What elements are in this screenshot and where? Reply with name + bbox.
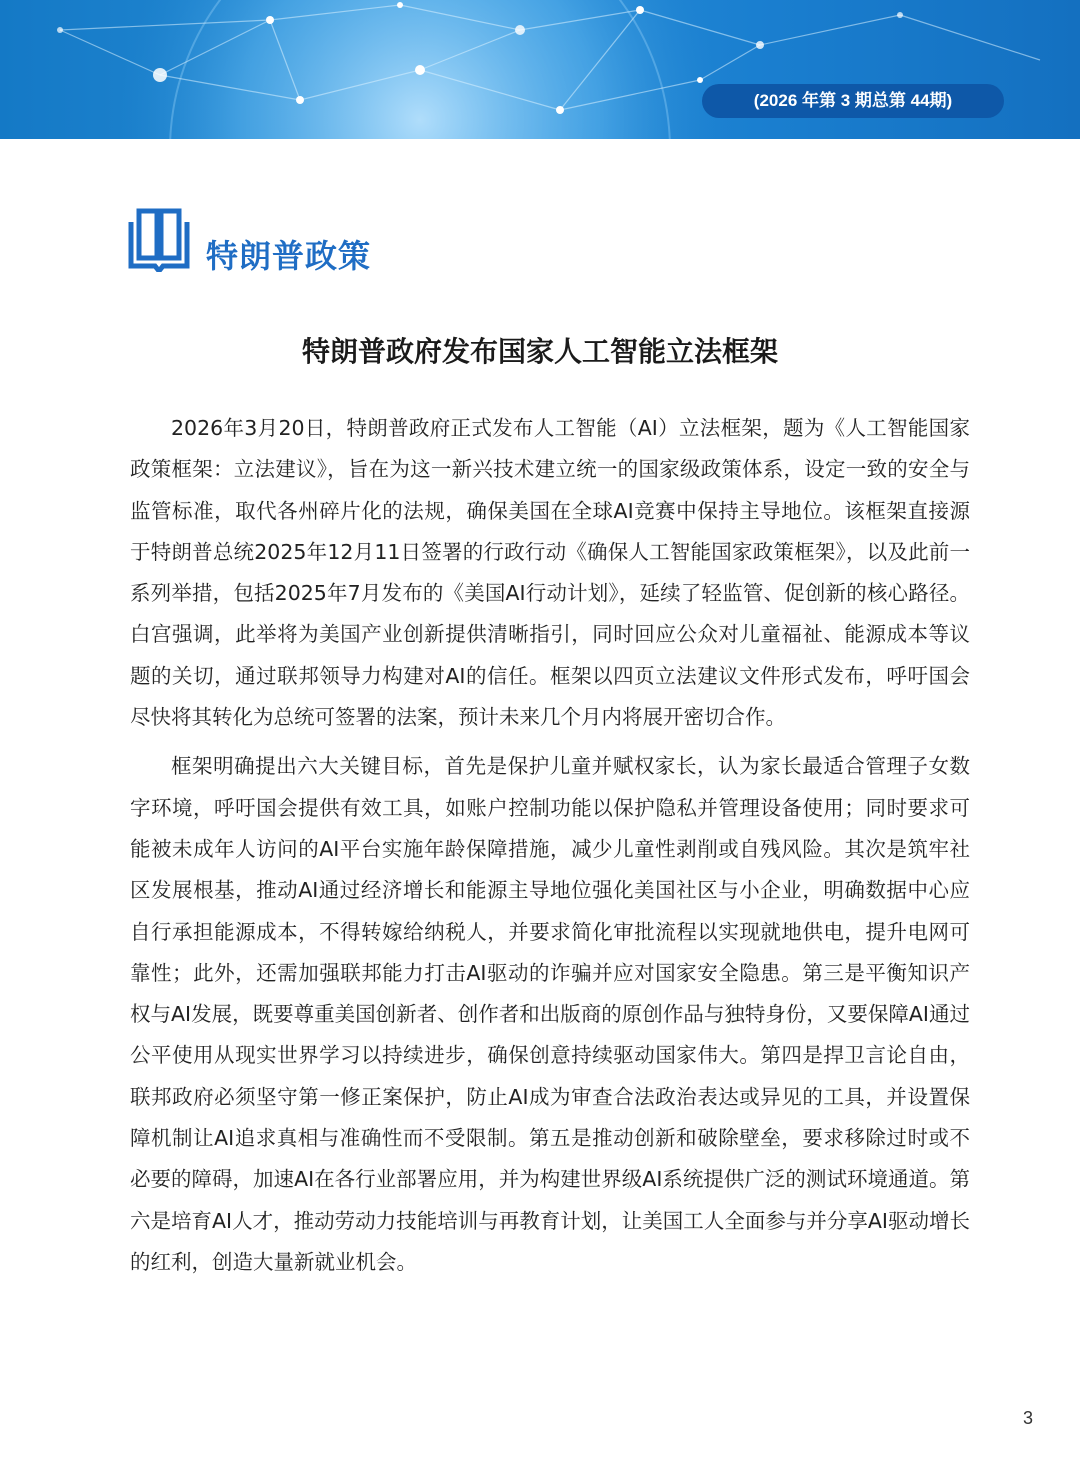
open-book-icon (128, 208, 190, 272)
issue-number-badge: (2026 年第 3 期总第 44期) (702, 84, 1004, 118)
section-title: 特朗普政策 (206, 237, 372, 275)
globe-network-graphic (0, 0, 1080, 139)
article-title: 特朗普政府发布国家人工智能立法框架 (301, 335, 778, 368)
article-paragraph-1: 2026年3月20日，特朗普政府正式发布人工智能（AI）立法框架，题为《人工智能国家政策框架：立法建议》，旨在为这一新兴技术建立统一的国家级政策体系，设定一致的安全与监管标准，取代各州碎片化的法规，确保美国在全球AI竞赛中保持主导地位。该框架直接源于特朗普总统2025年12月11日签署的行政行动《确保人工智能国家政策框架》，以及此前一系列举措，包括2025年7月发布的《美国AI行动计划》，延续了轻监管、促创新的核心路径。白宫强调，此举将为美国产业创新提供清晰指引，同时回应公众对儿童福祉、能源成本等议题的关切，通过联邦领导力构建对AI的信任。框架以四页立法建议文件形式发布，呼吁国会尽快将其转化为总统可签署的法案，预计未来几个月内将展开密切合作。 (130, 416, 970, 730)
page-number: 3 (1022, 1408, 1033, 1428)
article-paragraph-2: 框架明确提出六大关键目标，首先是保护儿童并赋权家长，认为家长最适合管理子女数字环境，呼吁国会提供有效工具，如账户控制功能以保护隐私并管理设备使用；同时要求可能被未成年人访问的AI平台实施年龄保障措施，减少儿童性剥削或自残风险。其次是筑牢社区发展根基，推动AI通过经济增长和能源主导地位强化美国社区与小企业，明确数据中心应自行承担能源成本，不得转嫁给纳税人，并要求简化审批流程以实现就地供电，提升电网可靠性；此外，还需加强联邦能力打击AI驱动的诈骗并应对国家安全隐患。第三是平衡知识产权与AI发展，既要尊重美国创新者、创作者和出版商的原创作品与独特身份，又要保障AI通过公平使用从现实世界学习以持续进步，确保创意持续驱动国家伟大。第四是捍卫言论自由，联邦政府必须坚守第一修正案保护，防止AI成为审查合法政治表达或异见的工具，并设置保障机制让AI追求真相与准确性而不受限制。第五是推动创新和破除壁垒，要求移除过时或不必要的障碍，加速AI在各行业部署应用，并为构建世界级AI系统提供广泛的测试环境通道。第六是培育AI人才，推动劳动力技能培训与再教育计划，让美国工人全面参与并分享AI驱动增长的红利，创造大量新就业机会。 (130, 754, 970, 1274)
page-header-banner (0, 0, 1080, 139)
article-body (130, 408, 970, 1291)
